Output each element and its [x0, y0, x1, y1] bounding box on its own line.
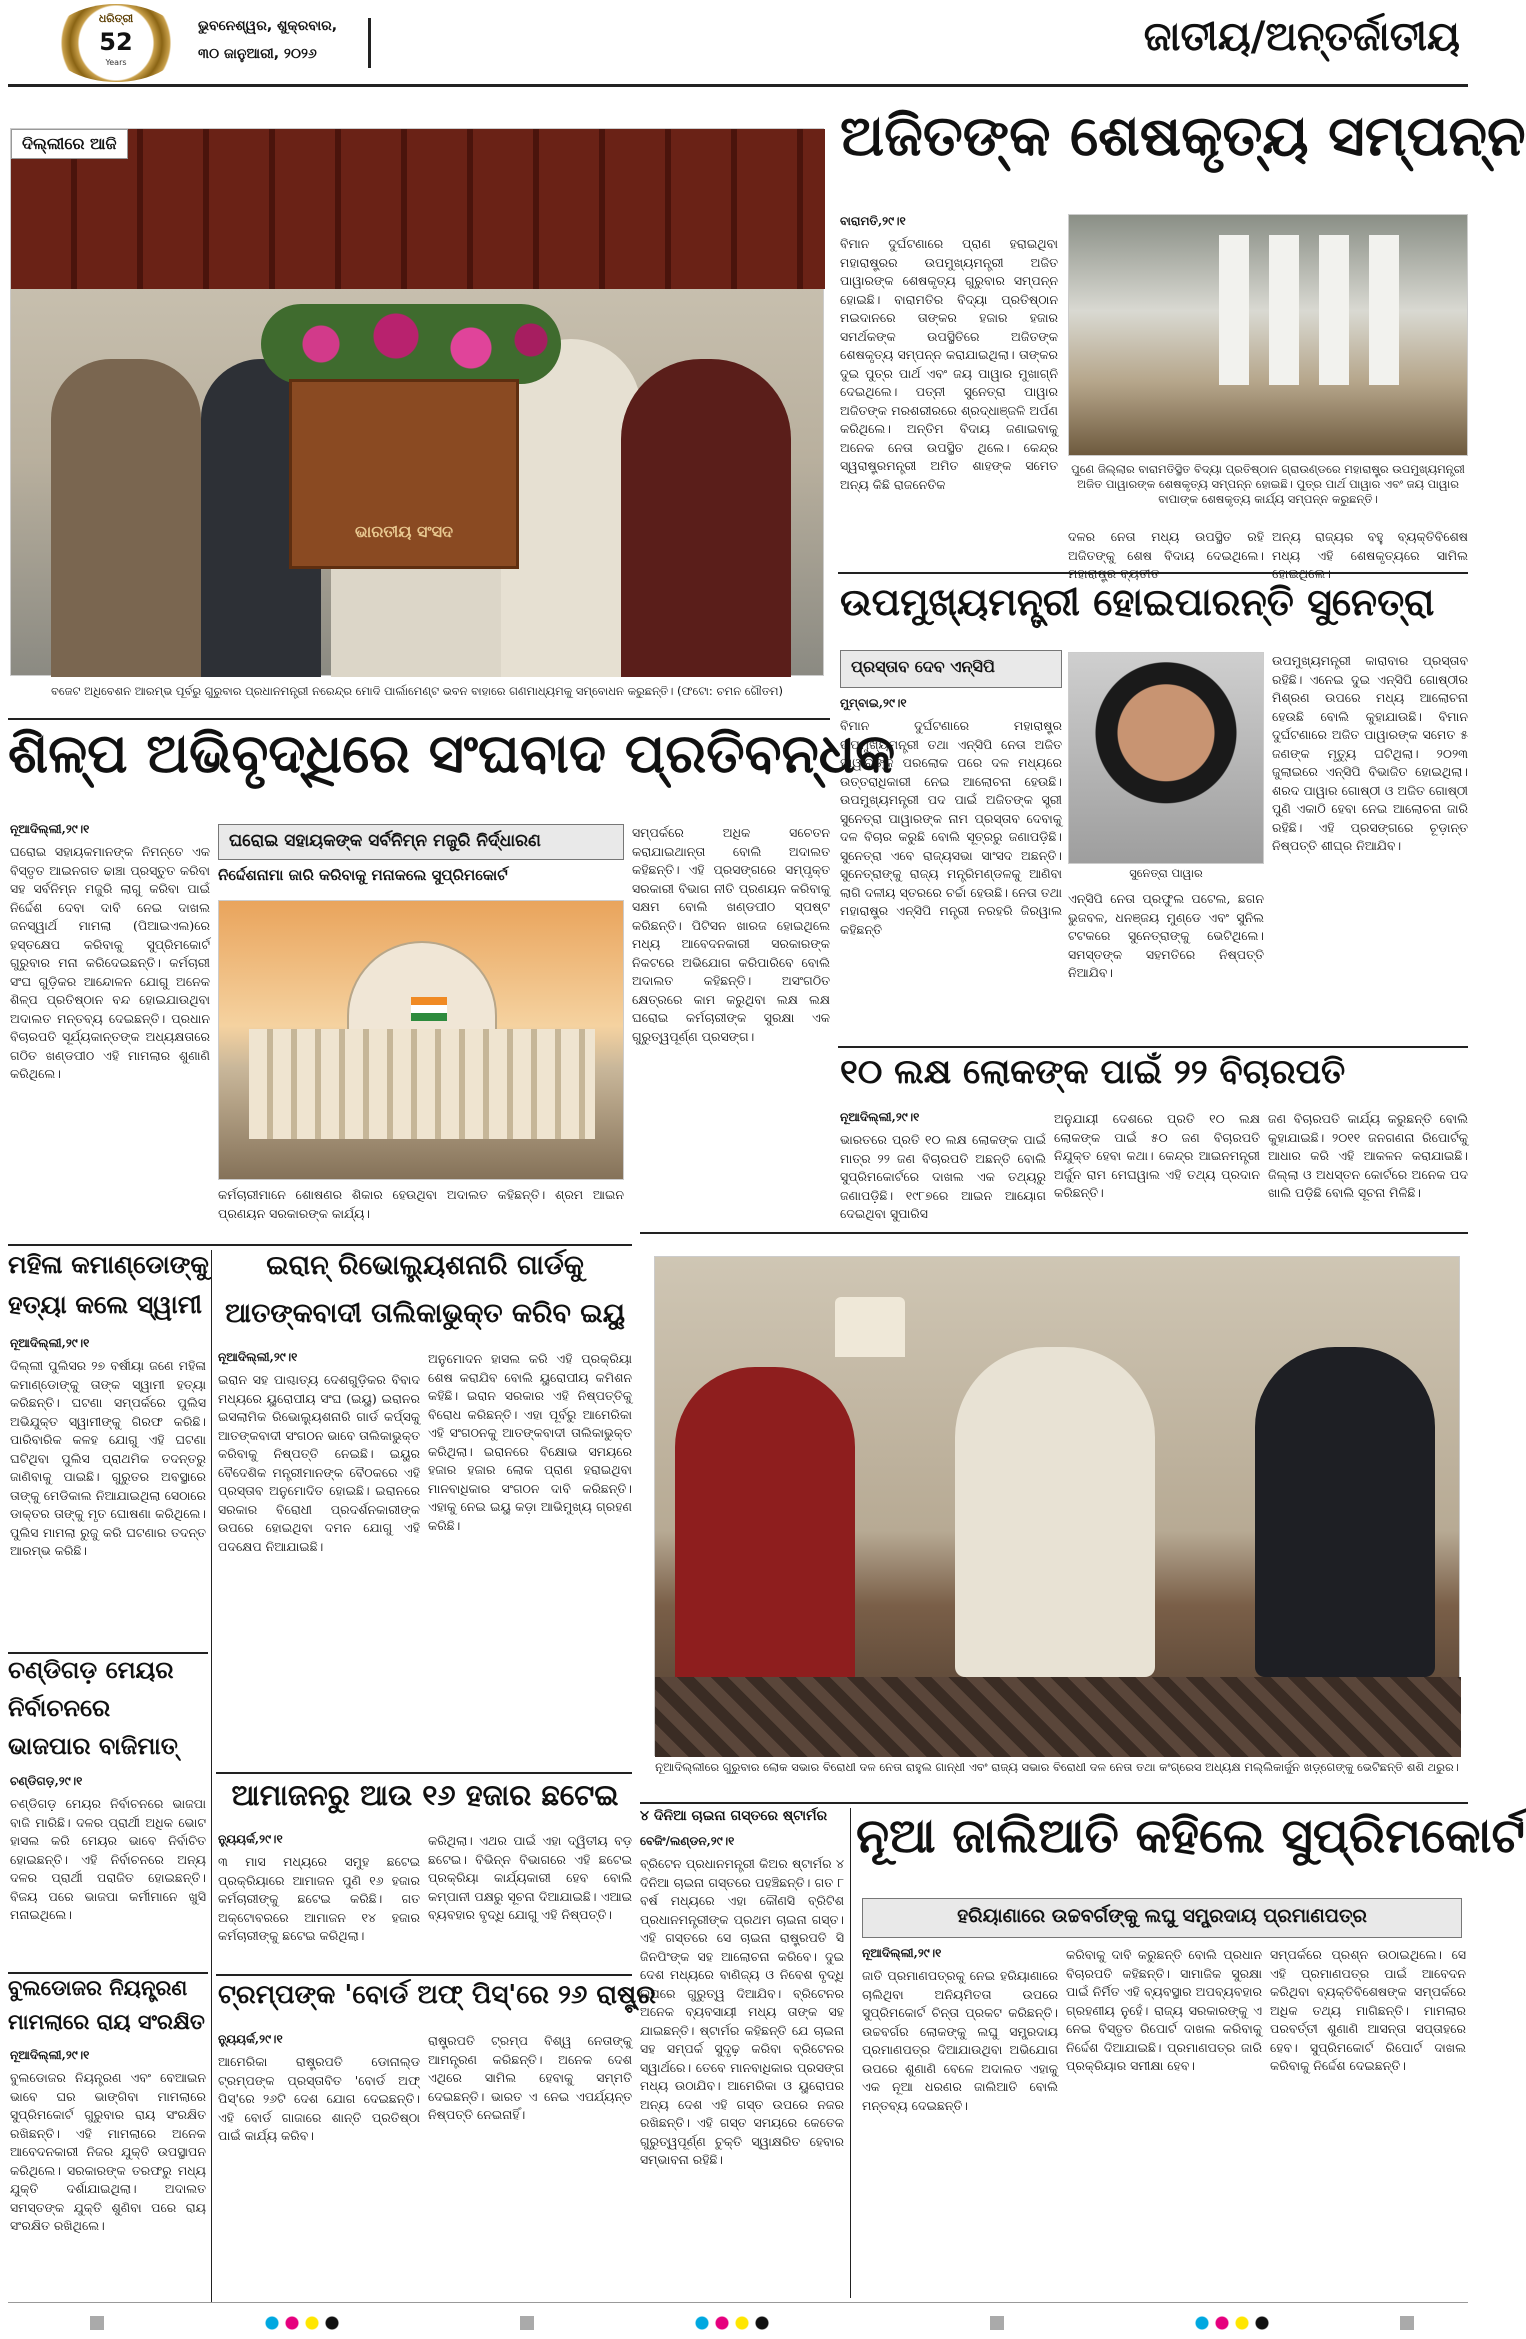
ajit-funeral-photo [1068, 214, 1468, 456]
person-figure-5 [621, 359, 791, 677]
bulldozer-body [10, 2048, 206, 2298]
amazon-headline: ଆମାଜନରୁ ଆଉ ୧୬ ହଜାର ଛଟେଇ [231, 1778, 619, 1812]
cmyk-dots-1 [265, 2316, 345, 2330]
judges-body-3: ଜଣ ବିଚାରପତି କାର୍ଯ୍ୟ କରୁଛନ୍ତି ବୋଲି କୁହାଯାଇଛି। ୨୦୧୧ ଜନଗଣନା ରିପୋର୍ଟକୁ ଆଧାର କରି ଏହି ଆକଳନ କରାଯାଇଛି। ଜିଲ୍ଲା ଓ ଅଧସ୍ତନ କୋର୍ଟରେ ଅନେକ ପଦ ଖାଲି ପଡ଼ିଛି ବୋଲି ସୂଚନା ମିଳିଛି। [1268, 1111, 1468, 1200]
sunetra-body-2: ଏନ୍‌ସିପି ନେତା ପ୍ରଫୁଲ ପଟେଲ, ଛଗନ ଭୁଜବଳ, ଧନଞ୍ଜୟ ମୁଣ୍ଡେ ଏବଂ ସୁନିଲ ଟଟକରେ ସୁନେତ୍ରାଙ୍କୁ ଭେଟିଥିଲେ। ସମସ୍ତଙ୍କ ସହମତିରେ ନିଷ୍ପତ୍ତି ନିଆଯିବ। [1068, 891, 1264, 980]
fraud-subhead: ହରିୟାଣାରେ ଉଚ୍ଚବର୍ଗଙ୍କୁ ଲଘୁ ସମ୍ପ୍ରଦାୟ ପ୍ରମାଣପତ୍ର [862, 1898, 1462, 1938]
chandigarh-rule [8, 1972, 208, 1974]
person-rahul [1255, 1347, 1435, 1677]
amazon-body-1: ୩ ମାସ ମଧ୍ୟରେ ସମୁହ ଛଟେଇ ପ୍ରକ୍ରିୟାରେ ଆମାଜନ ପୁଣି ୧୬ ହଜାର କର୍ମଚାରୀଙ୍କୁ ଛଟେଇ କରିଛି। ଗତ ଅକ୍ଟୋବରରେ ଆମାଜନ ୧୪ ହଜାର କର୍ମଚାରୀଙ୍କୁ ଛଟେଇ କରିଥିଲା। [218, 1854, 420, 1943]
registration-marks [0, 2310, 1476, 2339]
judges-body-1: ଭାରତରେ ପ୍ରତି ୧୦ ଲକ୍ଷ ଲୋକଙ୍କ ପାଇଁ ମାତ୍ର ୨୨ ଜଣ ବିଚାରପତି ଅଛନ୍ତି ବୋଲି ସୁପ୍ରିମକୋର୍ଟରେ ଦାଖଲ ଏକ ତଥ୍ୟରୁ ଜଣାପଡ଼ିଛି। ୧୯୮୭ରେ ଆଇନ ଆୟୋଗ ଦେଇଥିବା ସୁପାରିସ [840, 1132, 1046, 1221]
mahila-text: ଦିଲ୍ଲୀ ପୁଲିସର ୨୭ ବର୍ଷୀୟା ଜଣେ ମହିଳା କମାଣ୍ଡୋଙ୍କୁ ତାଙ୍କ ସ୍ୱାମୀ ହତ୍ୟା କରିଛନ୍ତି। ଘଟଣା ସମ୍ପର୍କରେ ପୁଲିସ ଅଭିଯୁକ୍ତ ସ୍ୱାମୀଙ୍କୁ ଗିରଫ କରିଛି। ପାରିବାରିକ କଳହ ଯୋଗୁ ଏହି ଘଟଣା ଘଟିଥିବା ପୁଲିସ ପ୍ରାଥମିକ ତଦନ୍ତରୁ ଜାଣିବାକୁ ପାଇଛି। ଗୁରୁତର ଅବସ୍ଥାରେ ତାଙ୍କୁ ମେଡିକାଲ ନିଆଯାଇଥିଲା ସେଠାରେ ଡାକ୍ତର ତାଙ୍କୁ ମୃତ ଘୋଷଣା କରିଥିଲେ। ପୁଲିସ ମାମଲା ରୁଜୁ କରି ଘଟଣାର ତଦନ୍ତ ଆରମ୍ଭ କରିଛି। [10, 1358, 206, 1558]
sunetra-rule [838, 1046, 1468, 1048]
ajit-photo-caption: ପୁଣେ ଜିଲ୍ଲାର ବାରାମତିସ୍ଥିତ ବିଦ୍ୟା ପ୍ରତିଷ୍ଠାନ ଗ୍ରାଉଣ୍ଡରେ ମହାରାଷ୍ଟ୍ର ଉପମୁଖ୍ୟମନ୍ତ୍ରୀ ଅଜିତ ପାୱାରଙ୍କ ଶେଷକୃତ୍ୟ ସମ୍ପନ୍ନ ହୋଇଛି। ପୁତ୍ର ପାର୍ଥ ପାୱାର ଏବଂ ଜୟ ପାୱାର ବାପାଙ୍କ ଶେଷକୃତ୍ୟ କାର୍ଯ୍ୟ ସମ୍ପନ୍ନ କରୁଛନ୍ତି। [1071, 462, 1465, 506]
left-column-divider [211, 1250, 212, 2302]
trump-body-2: ରାଷ୍ଟ୍ରପତି ଟ୍ରମ୍ପ ବିଶ୍ୱ ନେତାଙ୍କୁ ଆମନ୍ତ୍ରଣ କରିଛନ୍ତି। ଅନେକ ଦେଶ ଏଥିରେ ସାମିଲ ହେବାକୁ ସମ୍ମତି ଦେଇଛନ୍ତି। ଭାରତ ଏ ନେଇ ଏପର୍ଯ୍ୟନ୍ତ ନିଷ୍ପତ୍ତି ନେଇନାହିଁ। [428, 2033, 632, 2122]
court-building [249, 1029, 595, 1139]
trump-dateline: ନ୍ୟୁୟର୍କ,୨୯।୧ [218, 2032, 283, 2046]
tharoor-kharge-rahul-photo [654, 1256, 1460, 1756]
sunetra-body-1: ବିମାନ ଦୁର୍ଘଟଣାରେ ମହାରାଷ୍ଟ୍ର ଉପମୁଖ୍ୟମନ୍ତ୍ରୀ ତଥା ଏନ୍‌ସିପି ନେତା ଅଜିତ ପାୱାରଙ୍କ ପରଲୋକ ପରେ ଦଳ ମଧ୍ୟରେ ଉତ୍ତରାଧିକାରୀ ନେଇ ଆଲୋଚନା ହେଉଛି। ଉପମୁଖ୍ୟମନ୍ତ୍ରୀ ପଦ ପାଇଁ ଅଜିତଙ୍କ ସ୍ତ୍ରୀ ସୁନେତ୍ରା ପାୱାରଙ୍କ ନାମ ପ୍ରସ୍ତାବ ଦେବାକୁ ଦଳ ବିଚାର କରୁଛି ବୋଲି ସୂତ୍ରରୁ ଜଣାପଡ଼ିଛି। ସୁନେତ୍ରା ଏବେ ରାଜ୍ୟସଭା ସାଂସଦ ଅଛନ୍ତି। ସୁନେତ୍ରାଙ୍କୁ ରାଜ୍ୟ ମନ୍ତ୍ରିମଣ୍ଡଳକୁ ଆଣିବା ଲାଗି ଦଳୀୟ ସ୍ତରରେ ଚର୍ଚ୍ଚା ହେଉଛି। ନେତା ତଥା ମହାରାଷ୍ଟ୍ର ଏନ୍‌ସିପି ମନ୍ତ୍ରୀ ନରହରି ଜିରୱାଲ କହିଛନ୍ତି [840, 718, 1062, 937]
person-tharoor [675, 1367, 855, 1687]
ajit-body-2: ଦଳର ନେତା ମଧ୍ୟ ଉପସ୍ଥିତ ରହି ଅଜିତଙ୍କୁ ଶେଷ ବିଦାୟ ଦେଇଥିଲେ। [1068, 529, 1264, 563]
industry-box-headline: ଘରୋଇ ସହାୟକଙ୍କ ସର୍ବନିମ୍ନ ମଜୁରି ନିର୍ଦ୍ଧାରଣ [218, 824, 624, 860]
masthead-divider [368, 18, 371, 68]
starmer-col [640, 1834, 844, 2298]
parliament-photo [10, 128, 824, 676]
person-kharge [955, 1347, 1155, 1677]
fraud-headline: ନୂଆ ଜାଲିଆତି କହିଲେ ସୁପ୍ରିମକୋର୍ଟ [856, 1808, 1525, 1864]
judges-rule [640, 1232, 1468, 1234]
trump-col-1 [218, 2032, 420, 2298]
amazon-rule [216, 1974, 632, 1976]
parliament-photo-caption: ବଜେଟ ଅଧିବେଶନ ଆରମ୍ଭ ପୂର୍ବରୁ ଗୁରୁବାର ପ୍ରଧାନମନ୍ତ୍ରୀ ନରେନ୍ଦ୍ର ମୋଦି ପାର୍ଲାମେଣ୍ଟ ଭବନ ବାହାରେ ଗଣମାଧ୍ୟମକୁ ସମ୍ବୋଧନ କରୁଛନ୍ତି। (ଫଟୋ: ଚମନ ଗୌତମ) [50, 684, 783, 698]
industry-body-2: କର୍ମଚାରୀମାନେ ଶୋଷଣର ଶିକାର ହେଉଥିବା ଅଦାଲତ କହିଛନ୍ତି। ଶ୍ରମ ଆଇନ ପ୍ରଣୟନ ସରକାରଙ୍କ କାର୍ଯ୍ୟ। [218, 1187, 624, 1221]
funeral-figures [1219, 235, 1419, 385]
mahila-dateline: ନୂଆଦିଲ୍ଲୀ,୨୯।୧ [10, 1336, 90, 1350]
fraud-body-1: ଜାତି ପ୍ରମାଣପତ୍ରକୁ ନେଇ ହରିୟାଣାରେ ଚାଲିଥିବା ଅନିୟମିତତା ଉପରେ ସୁପ୍ରିମକୋର୍ଟ ଚିନ୍ତା ପ୍ରକଟ କରିଛନ୍ତି। ଉଚ୍ଚବର୍ଗର ଲୋକଙ୍କୁ ଲଘୁ ସମ୍ପ୍ରଦାୟ ପ୍ରମାଣପତ୍ର ଦିଆଯାଉଥିବା ଅଭିଯୋଗ ଉପରେ ଶୁଣାଣି ବେଳେ ଅଦାଲତ ଏହାକୁ ଏକ ନୂଆ ଧରଣର ଜାଲିଆତି ବୋଲି ମନ୍ତବ୍ୟ ଦେଇଛନ୍ତି। [862, 1968, 1058, 2113]
sunetra-photo [1068, 652, 1264, 864]
chandigarh-headline-2: ନିର୍ବାଚନରେ [8, 1694, 111, 1722]
indian-flag-icon [411, 997, 447, 1021]
judges-dateline: ନୂଆଦିଲ୍ଲୀ,୨୯।୧ [840, 1110, 920, 1124]
mahila-body [10, 1336, 206, 1650]
judges-headline: ୧୦ ଲକ୍ଷ ଲୋକଙ୍କ ପାଇଁ ୨୨ ବିଚାରପତି [840, 1052, 1346, 1092]
fraud-body-2: କରିବାକୁ ଦାବି କରୁଛନ୍ତି ବୋଲି ପ୍ରଧାନ ବିଚାରପତି କହିଛନ୍ତି। ସାମାଜିକ ସୁରକ୍ଷା ପାଇଁ ନିର୍ମିତ ଏହି ବ୍ୟବସ୍ଥାର ଅପବ୍ୟବହାର ଗ୍ରହଣୀୟ ନୁହେଁ। ରାଜ୍ୟ ସରକାରଙ୍କୁ ଏ ନେଇ ବିସ୍ତୃତ ରିପୋର୍ଟ ଦାଖଲ କରିବାକୁ ନିର୍ଦ୍ଦେଶ ଦିଆଯାଇଛି। ପ୍ରମାଣପତ୍ର ଜାରି ପ୍ରକ୍ରିୟାର ସମୀକ୍ଷା ହେବ। [1066, 1947, 1262, 2073]
industry-dateline: ନୂଆଦିଲ୍ଲୀ,୨୯।୧ [10, 822, 90, 836]
gray-block-4 [1400, 2316, 1414, 2330]
ajit-dateline: ବାରାମତି,୨୯।୧ [840, 214, 906, 228]
tharoor-photo-caption: ନୂଆଦିଲ୍ଲୀରେ ଗୁରୁବାର ଲୋକ ସଭାର ବିରୋଧୀ ଦଳ ନେତା ରାହୁଲ ଗାନ୍ଧୀ ଏବଂ ରାଜ୍ୟ ସଭାର ବିରୋଧୀ ଦଳ ନେତା ତଥା କଂଗ୍ରେସ ଅଧ୍ୟକ୍ଷ ମଲ୍ଲିକାର୍ଜୁନ ଖଡ଼୍ଗେଙ୍କୁ ଭେଟିଛନ୍ତି ଶଶି ଥରୁର। [655, 1760, 1459, 1774]
mahila-headline-2: ହତ୍ୟା କଲେ ସ୍ୱାମୀ [8, 1290, 202, 1319]
industry-headline: ଶିଳ୍ପ ଅଭିବୃଦ୍ଧିରେ ସଂଘବାଦ ପ୍ରତିବନ୍ଧକ [8, 722, 896, 785]
fraud-dateline: ନୂଆଦିଲ୍ଲୀ,୨୯।୧ [862, 1946, 942, 1960]
fraud-body-3: ସମ୍ପର୍କରେ ପ୍ରଶ୍ନ ଉଠାଇଥିଲେ। ସେ ଏହି ପ୍ରମାଣପତ୍ର ପାଇଁ ଆବେଦନ କରିଥିବା ବ୍ୟକ୍ତିବିଶେଷଙ୍କ ସମ୍ପର୍କରେ ଅଧିକ ତଥ୍ୟ ମାଗିଛନ୍ତି। ମାମଲାର ପରବର୍ତ୍ତୀ ଶୁଣାଣି ଆସନ୍ତା ସପ୍ତାହରେ ହେବ। ସୁପ୍ରିମକୋର୍ଟ ରିପୋର୍ଟ ଦାଖଲ କରିବାକୁ ନିର୍ଦ୍ଦେଶ ଦେଇଛନ୍ତି। [1270, 1947, 1466, 2073]
sunetra-subhead: ପ୍ରସ୍ତାବ ଦେବ ଏନ୍‌ସିପି [840, 650, 1062, 688]
ajit-body-3: ଅନ୍ୟ ରାଜ୍ୟର ବହୁ ବ୍ୟକ୍ତିବିଶେଷ ମଧ୍ୟ ଏହି ଶେଷକୃତ୍ୟରେ ସାମିଲ [1272, 529, 1468, 563]
iran-dateline: ନୂଆଦିଲ୍ଲୀ,୨୯।୧ [218, 1350, 298, 1364]
podium [289, 379, 519, 569]
fraud-col-1 [862, 1946, 1058, 2298]
ajit-body-1: ବିମାନ ଦୁର୍ଘଟଣାରେ ପ୍ରାଣ ହରାଇଥିବା ମହାରାଷ୍ଟ୍ରର ଉପମୁଖ୍ୟମନ୍ତ୍ରୀ ଅଜିତ ପାୱାରଙ୍କ ଶେଷକୃତ୍ୟ ଗୁରୁବାର ସମ୍ପନ୍ନ ହୋଇଛି। ବାରାମତିର ବିଦ୍ୟା ପ୍ରତିଷ୍ଠାନ ମଇଦାନରେ ତାଙ୍କର ହଜାର ହଜାର ସମର୍ଥକଙ୍କ ଉପସ୍ଥିତିରେ ଅଜିତଙ୍କ ଶେଷକୃତ୍ୟ ସମ୍ପନ୍ନ କରାଯାଇଥିଲା। ତାଙ୍କର ଦୁଇ ପୁତ୍ର ପାର୍ଥ ଏବଂ ଜୟ ପାୱାର ମୁଖାଗ୍ନି ଦେଇଥିଲେ। ପତ୍ନୀ ସୁନେତ୍ରା ପାୱାର ଅଜିତଙ୍କ ମରଶରୀରରେ ଶ୍ରଦ୍ଧାଞ୍ଜଳି ଅର୍ପଣ କରିଥିଲେ। ଅନ୍ତିମ ବିଦାୟ ଜଣାଇବାକୁ ଅନେକ ନେତା ଉପସ୍ଥିତ ଥିଲେ। କେନ୍ଦ୍ର ସ୍ୱରାଷ୍ଟ୍ରମନ୍ତ୍ରୀ ଅମିତ ଶାହଙ୍କ ସମେତ ଅନ୍ୟ କିଛି ରାଜନେତିକ [840, 236, 1058, 492]
sunetra-dateline: ମୁମ୍ବାଇ,୨୯।୧ [840, 696, 907, 710]
iran-rule [216, 1772, 632, 1774]
photo2-rule [640, 1802, 1468, 1804]
ajit-rule [838, 572, 1468, 574]
iran-col-1 [218, 1350, 420, 1770]
masthead-date: ୩୦ ଜାନୁଆରୀ, ୨୦୨୬ [198, 46, 317, 62]
chandigarh-text: ଚଣ୍ଡିଗଡ଼ ମେୟର ନିର୍ବାଚନରେ ଭାଜପା ବାଜି ମାରିଛି। ଦଳର ପ୍ରାର୍ଥୀ ଅଧିକ ଭୋଟ ହାସଲ କରି ମେୟର ଭାବେ ନିର୍ବାଚିତ ହୋଇଛନ୍ତି। ଏହି ନିର୍ବାଚନରେ ଅନ୍ୟ ଦଳର ପ୍ରାର୍ଥୀ ପରାଜିତ ହୋଇଛନ୍ତି। ବିଜୟ ପରେ ଭାଜପା କର୍ମୀମାନେ ଖୁସି ମନାଇଥିଲେ। [10, 1796, 206, 1922]
newspaper-logo [50, 4, 182, 82]
starmer-divider [850, 1808, 851, 2298]
logo-sub: Years [105, 58, 127, 67]
bulldozer-headline-1: ବୁଲଡୋଜର ନିୟନ୍ତ୍ରଣ [8, 1976, 188, 2000]
masthead [0, 0, 1476, 88]
trump-body-1: ଆମେରିକା ରାଷ୍ଟ୍ରପତି ଡୋନାଲ୍ଡ ଟ୍ରମ୍ପଙ୍କ ପ୍ରସ୍ତାବିତ 'ବୋର୍ଡ ଅଫ୍ ପିସ୍'ରେ ୨୬ଟି ଦେଶ ଯୋଗ ଦେଇଛନ୍ତି। ଏହି ବୋର୍ଡ ଗାଜାରେ ଶାନ୍ତି ପ୍ରତିଷ୍ଠା ପାଇଁ କାର୍ଯ୍ୟ କରିବ। [218, 2054, 420, 2143]
starmer-headline: ୪ ଦିନିଆ ଚାଇନା ଗସ୍ତରେ ଷ୍ଟାର୍ମର [640, 1808, 828, 1824]
masthead-rule [8, 84, 1468, 87]
gray-block-3 [990, 2316, 1004, 2330]
chandigarh-headline-1: ଚଣ୍ଡିଗଡ଼ ମେୟର [8, 1656, 174, 1684]
flower-garland [261, 304, 561, 384]
logo-word: ଧରିତ୍ରୀ [98, 12, 134, 25]
person-figure-1 [51, 359, 201, 677]
mahila-rule [8, 1652, 208, 1654]
gray-block-1 [90, 2316, 104, 2330]
section-title: ଜାତୀୟ/ଅନ୍ତର୍ଜାତୀୟ [1143, 14, 1460, 60]
carpet [655, 1677, 1461, 1757]
table-lamp [835, 1297, 905, 1357]
trump-headline: ଟ୍ରମ୍ପଙ୍କ 'ବୋର୍ଡ ଅଫ୍ ପିସ୍'ରେ ୨୬ ରାଷ୍ଟ୍ର [218, 1980, 656, 2010]
industry-body-3: ସମ୍ପର୍କରେ ଅଧିକ ସଚେତନ କରାଯାଇଥାନ୍ତା ବୋଲି ଅଦାଲତ କହିଛନ୍ତି। ଏହି ପ୍ରସଙ୍ଗରେ ସମ୍ପୃକ୍ତ ସରକାରୀ ବିଭାଗ ନୀତି ପ୍ରଣୟନ କରିବାକୁ ସକ୍ଷମ ବୋଲି ଖଣ୍ଡପୀଠ ସ୍ପଷ୍ଟ କରିଛନ୍ତି। ପିଟିସନ ଖାରଜ ହୋଇଥିଲେ ମଧ୍ୟ ଆବେଦନକାରୀ ସରକାରଙ୍କ ନିକଟରେ ଅଭିଯୋଗ କରିପାରିବେ ବୋଲି ଅଦାଲତ କହିଛନ୍ତି। ଅସଂଗଠିତ କ୍ଷେତ୍ରରେ କାମ କରୁଥିବା ଲକ୍ଷ ଲକ୍ଷ ଘରୋଇ କର୍ମଚାରୀଙ୍କ ସୁରକ୍ଷା ଏକ ଗୁରୁତ୍ୱପୂର୍ଣ୍ଣ ପ୍ରସଙ୍ଗ। [632, 825, 830, 1044]
iran-body-2: ଅନୁମୋଦନ ହାସଲ କରି ଏହି ପ୍ରକ୍ରିୟା ଶେଷ କରାଯିବ ବୋଲି ୟୁରୋପୀୟ କମିଶନ କହିଛି। ଇରାନ ସରକାର ଏହି ନିଷ୍ପତ୍ତିକୁ ବିରୋଧ କରିଛନ୍ତି। ଏହା ପୂର୍ବରୁ ଆମେରିକା ଏହି ସଂଗଠନକୁ ଆତଙ୍କବାଦୀ ତାଲିକାଭୁକ୍ତ କରିଥିଲା। ଇରାନରେ ବିକ୍ଷୋଭ ସମୟରେ ହଜାର ହଜାର ଲୋକ ପ୍ରାଣ ହରାଇଥିବା ମାନବାଧିକାର ସଂଗଠନ ଦାବି କରିଛନ୍ତି। ଏହାକୁ ନେଇ ଇୟୁ କଡ଼ା ଆଭିମୁଖ୍ୟ ଗ୍ରହଣ କରିଛି। [428, 1351, 632, 1533]
sunetra-photo-caption: ସୁନେତ୍ରା ପାୱାର [1129, 866, 1203, 880]
amazon-body-2: କରିଥିଲା। ଏଥର ପାଇଁ ଏହା ଦ୍ୱିତୀୟ ବଡ଼ ଛଟେଇ। ବିଭିନ୍ନ ବିଭାଗରେ ଏହି ଛଟେଇ ପ୍ରକ୍ରିୟା କାର୍ଯ୍ୟକାରୀ ହେବ ବୋଲି କମ୍ପାନୀ ପକ୍ଷରୁ ସୂଚନା ଦିଆଯାଇଛି। ଏଆଇ ବ୍ୟବହାର ବୃଦ୍ଧି ଯୋଗୁ ଏହି ନିଷ୍ପତ୍ତି। [428, 1833, 632, 1922]
mahila-headline-1: ମହିଳା କମାଣ୍ଡୋଙ୍କୁ [8, 1250, 209, 1279]
bulldozer-headline-2: ମାମଲାରେ ରାୟ ସଂରକ୍ଷିତ [8, 2010, 205, 2034]
bulldozer-dateline: ନୂଆଦିଲ୍ଲୀ,୨୯।୧ [10, 2048, 90, 2062]
amazon-dateline: ନ୍ୟୁୟର୍କ,୨୯।୧ [218, 1832, 283, 1846]
supreme-court-photo [218, 900, 624, 1180]
chandigarh-body [10, 1774, 206, 1970]
photo-backdrop-panels [11, 129, 825, 289]
starmer-body: ବ୍ରିଟେନ ପ୍ରଧାନମନ୍ତ୍ରୀ କିଅର ଷ୍ଟାର୍ମର ୪ ଦିନିଆ ଚାଇନା ଗସ୍ତରେ ପହଞ୍ଚିଛନ୍ତି। ଗତ ୮ ବର୍ଷ ମଧ୍ୟରେ ଏହା କୌଣସି ବ୍ରିଟିଶ ପ୍ରଧାନମନ୍ତ୍ରୀଙ୍କ ପ୍ରଥମ ଚାଇନା ଗସ୍ତ। ଏହି ଗସ୍ତରେ ସେ ଚାଇନା ରାଷ୍ଟ୍ରପତି ସି ଜିନପିଂଙ୍କ ସହ ଆଲୋଚନା କରିବେ। ଦୁଇ ଦେଶ ମଧ୍ୟରେ ବାଣିଜ୍ୟ ଓ ନିବେଶ ବୃଦ୍ଧି ଉପରେ ଗୁରୁତ୍ୱ ଦିଆଯିବ। ବ୍ରିଟେନର ଅନେକ ବ୍ୟବସାୟୀ ମଧ୍ୟ ତାଙ୍କ ସହ ଯାଇଛନ୍ତି। ଷ୍ଟାର୍ମର କହିଛନ୍ତି ଯେ ଚାଇନା ସହ ସମ୍ପର୍କ ସୁଦୃଢ଼ କରିବା ବ୍ରିଟେନର ସ୍ୱାର୍ଥରେ। ତେବେ ମାନବାଧିକାର ପ୍ରସଙ୍ଗ ମଧ୍ୟ ଉଠାଯିବ। ଆମେରିକା ଓ ୟୁରୋପର ଅନ୍ୟ ଦେଶ ଏହି ଗସ୍ତ ଉପରେ ନଜର ରଖିଛନ୍ତି। ଏହି ଗସ୍ତ ସମୟରେ କେତେକ ଗୁରୁତ୍ୱପୂର୍ଣ୍ଣ ଚୁକ୍ତି ସ୍ୱାକ୍ଷରିତ ହେବାର ସମ୍ଭାବନା ରହିଛି। [640, 1856, 844, 2167]
iran-body-1: ଇରାନ ସହ ପାଶ୍ଚାତ୍ୟ ଦେଶଗୁଡ଼ିକର ବିବାଦ ମଧ୍ୟରେ ୟୁରୋପୀୟ ସଂଘ (ଇୟୁ) ଇରାନର ଇସଲାମିକ ରିଭୋଲ୍ୟୁଶନାରି ଗାର୍ଡ କର୍ପ୍ସକୁ ଆତଙ୍କବାଦୀ ସଂଗଠନ ଭାବେ ତାଲିକାଭୁକ୍ତ କରିବାକୁ ନିଷ୍ପତ୍ତି ନେଇଛି। ଇୟୁର ବୈଦେଶିକ ମନ୍ତ୍ରୀମାନଙ୍କ ବୈଠକରେ ଏହି ପ୍ରସ୍ତାବ ଅନୁମୋଦିତ ହୋଇଛି। ଇରାନରେ ସରକାର ବିରୋଧୀ ପ୍ରଦର୍ଶନକାରୀଙ୍କ ଉପରେ ହୋଇଥିବା ଦମନ ଯୋଗୁ ଏହି ପଦକ୍ଷେପ ନିଆଯାଇଛି। [218, 1372, 420, 1554]
judges-body-2: ଅନୁଯାୟୀ ଦେଶରେ ପ୍ରତି ୧୦ ଲକ୍ଷ ଲୋକଙ୍କ ପାଇଁ ୫୦ ଜଣ ବିଚାରପତି ନିଯୁକ୍ତ ହେବା କଥା। କେନ୍ଦ୍ର ଆଇନମନ୍ତ୍ରୀ ଅର୍ଜୁନ ରାମ ମେଘୱାଲ ଏହି ତଥ୍ୟ ପ୍ରଦାନ କରିଛନ୍ତି। [1054, 1111, 1260, 1200]
industry-top-rule [8, 718, 830, 720]
masthead-city-day: ଭୁବନେଶ୍ୱର, ଶୁକ୍ରବାର, [198, 18, 338, 34]
person-figure-4 [501, 339, 641, 677]
industry-box-sub: ନିର୍ଦ୍ଦେଶନାମା ଜାରି କରିବାକୁ ମନାକଲେ ସୁପ୍ରିମକୋର୍ଟ [218, 866, 508, 884]
bulldozer-text: ବୁଲଡୋଜର ନିୟନ୍ତ୍ରଣ ଏବଂ ବେଆଇନ ଭାବେ ଘର ଭାଙ୍ଗିବା ମାମଲାରେ ସୁପ୍ରିମକୋର୍ଟ ଗୁରୁବାର ରାୟ ସଂରକ୍ଷିତ ରଖିଛନ୍ତି। ଏହି ମାମଲାରେ ଅନେକ ଆବେଦନକାରୀ ନିଜର ଯୁକ୍ତି ଉପସ୍ଥାପନ କରିଥିଲେ। ସରକାରଙ୍କ ତରଫରୁ ମଧ୍ୟ ଯୁକ୍ତି ଦର୍ଶାଯାଇଥିଲା। ଅଦାଲତ ସମସ୍ତଙ୍କ ଯୁକ୍ତି ଶୁଣିବା ପରେ ରାୟ ସଂରକ୍ଷିତ ରଖିଥିଲେ। [10, 2070, 206, 2233]
starmer-dateline: ବେଜିଂ/ଲଣ୍ଡନ,୨୯।୧ [640, 1834, 735, 1848]
industry-col-1 [10, 822, 210, 1242]
amazon-col-1 [218, 1832, 420, 1972]
industry-body-1: ଘରୋଇ ସହାୟକମାନଙ୍କ ନିମନ୍ତେ ଏକ ବିସ୍ତୃତ ଆଇନଗତ ଢାଞ୍ଚା ପ୍ରସ୍ତୁତ କରିବା ସହ ସର୍ବନିମ୍ନ ମଜୁରି ଲାଗୁ କରିବା ପାଇଁ ନିର୍ଦ୍ଦେଶ ଦେବା ଦାବି ନେଇ ଦାଖଲ ଜନସ୍ୱାର୍ଥ ମାମଲା (ପିଆଇଏଲ)ରେ ହସ୍ତକ୍ଷେପ କରିବାକୁ ସୁପ୍ରିମକୋର୍ଟ ଗୁରୁବାର ମନା କରିଦେଇଛନ୍ତି। କର୍ମଚାରୀ ସଂଘ ଗୁଡ଼ିକର ଆନ୍ଦୋଳନ ଯୋଗୁ ଅନେକ ଶିଳ୍ପ ପ୍ରତିଷ୍ଠାନ ବନ୍ଦ ହୋଇଯାଉଥିବା ଅଦାଲତ ମନ୍ତବ୍ୟ ଦେଇଛନ୍ତି। ପ୍ରଧାନ ବିଚାରପତି ସୂର୍ଯ୍ୟକାନ୍ତଙ୍କ ଅଧ୍ୟକ୍ଷତାରେ ଗଠିତ ଖଣ୍ଡପୀଠ ଏହି ମାମଲାର ଶୁଣାଣି କରିଥିଲେ। [10, 844, 210, 1081]
chandigarh-headline-3: ଭାଜପାର ବାଜିମାତ୍ [8, 1732, 178, 1760]
sunetra-body-3: ଉପମୁଖ୍ୟମନ୍ତ୍ରୀ କାରାବାର ପ୍ରସ୍ତାବ ରହିଛି। ଏନେଇ ଦୁଇ ଏନ୍‌ସିପି ଗୋଷ୍ଠୀର ମିଶ୍ରଣ ଉପରେ ମଧ୍ୟ ଆଲୋଚନା ହେଉଛି ବୋଲି କୁହାଯାଉଛି। ବିମାନ ଦୁର୍ଘଟଣାରେ ଅଜିତ ପାୱାରଙ୍କ ସମେତ ୫ ଜଣଙ୍କ ମୃତ୍ୟୁ ଘଟିଥିଲା। ୨୦୨୩ ଜୁଲାଇରେ ଏନ୍‌ସିପି ବିଭାଜିତ ହୋଇଥିଲା। ଶରଦ ପାୱାର ଗୋଷ୍ଠୀ ଓ ଅଜିତ ଗୋଷ୍ଠୀ ପୁଣି ଏକାଠି ହେବା ନେଇ ଆଲୋଚନା ଜାରି ରହିଛି। ଏହି ପ୍ରସଙ୍ଗରେ ଚୂଡ଼ାନ୍ତ ନିଷ୍ପତ୍ତି ଶୀଘ୍ର ନିଆଯିବ। [1272, 653, 1468, 853]
industry-rule [8, 1244, 632, 1246]
sunetra-headline: ଉପମୁଖ୍ୟମନ୍ତ୍ରୀ ହୋଇପାରନ୍ତି ସୁନେତ୍ରା [840, 580, 1435, 624]
judges-col-1 [840, 1110, 1046, 1230]
photo-tag: ଦିଲ୍ଲୀରେ ଆଜି [11, 129, 128, 159]
ajit-headline: ଅଜିତଙ୍କ ଶେଷକୃତ୍ୟ ସମ୍ପନ୍ନ [840, 104, 1526, 169]
logo-years: 52 [99, 28, 133, 56]
footer-rule [8, 2302, 1468, 2303]
iran-headline-2: ଆତଙ୍କବାଦୀ ତାଲିକାଭୁକ୍ତ କରିବ ଇୟୁ [224, 1298, 626, 1329]
cmyk-dots-2 [695, 2316, 775, 2330]
cmyk-dots-3 [1195, 2316, 1275, 2330]
podium-label: ଭାରତୀୟ ସଂସଦ [354, 522, 454, 541]
iran-headline-1: ଇରାନ୍ ରିଭୋଲ୍ୟୁଶନାରି ଗାର୍ଡକୁ [266, 1250, 584, 1281]
chandigarh-dateline: ଚଣ୍ଡିଗଡ଼,୨୯।୧ [10, 1774, 83, 1788]
gray-block-2 [520, 2316, 534, 2330]
